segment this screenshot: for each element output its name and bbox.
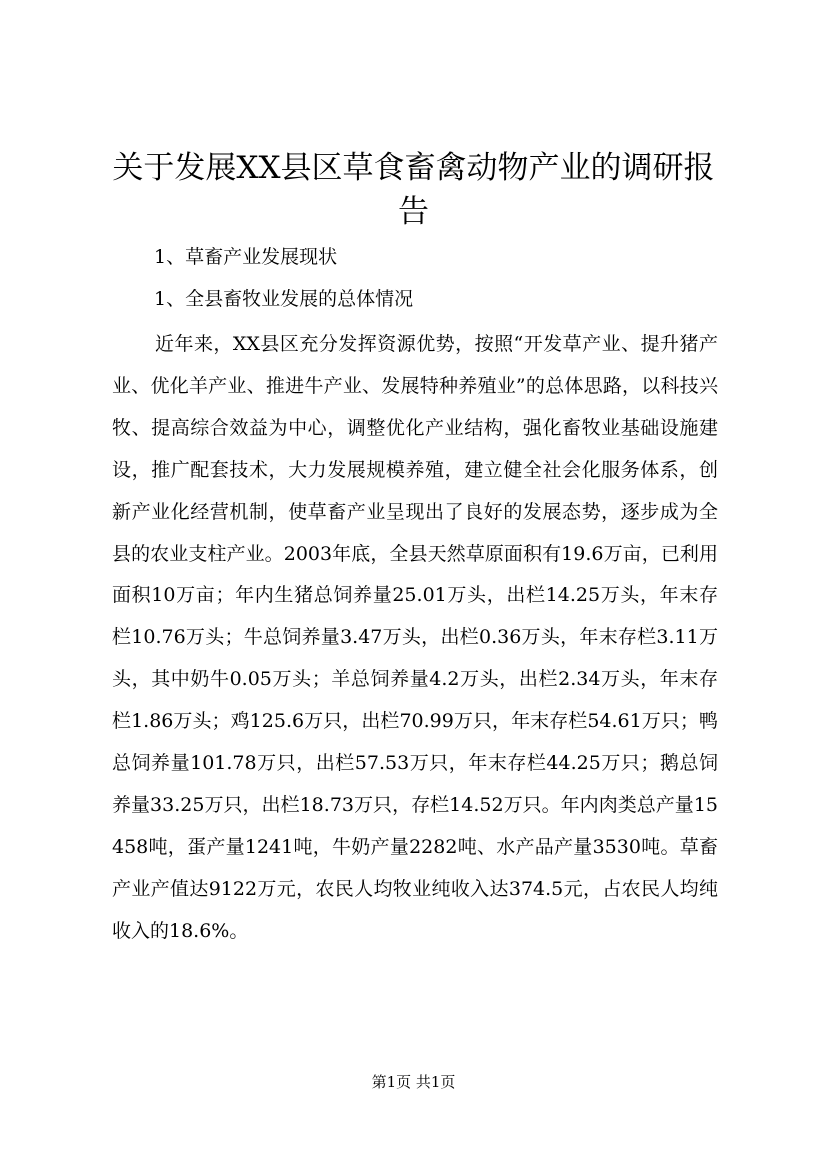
body-paragraph: 近年来，XX县区充分发挥资源优势，按照“开发草产业、提升猪产业、优化羊产业、推进牛产业、发展特种养殖业”的总体思路，以科技兴牧、提高综合效益为中心，调整优化产业结构，强化畜牧业基础设施建设，推广配套技术，大力发展规模养殖，建立健全社会化服务体系，创新产业化经营机制，使草畜产业呈现出了良好的发展态势，逐步成为全县的农业支柱产业。2003年底，全县天然草原面积有19.6万亩，已利用面积10万亩；年内生猪总饲养量25.01万头，出栏14.25万头，年末存栏10.76万头；牛总饲养量3.47万头，出栏0.36万头，年末存栏3.11万头，其中奶牛0.05万头；羊总饲养量4.2万头，出栏2.34万头，年末存栏1.86万头；鸡125.6万只，出栏70.99万只，年末存栏54.61万只；鸭总饲养量101.78万只，出栏57.53万只，年末存栏44.25万只；鹅总饲养量33.25万只，出栏18.73万只，存栏14.52万只。年内肉类总产量15458吨，蛋产量1241吨，牛奶产量2282吨、水产品产量3530吨。草畜产业产值达9122万元，农民人均牧业纯收入达374.5元，占农民人均纯收入的18.6%。 — [112, 333, 718, 942]
document-title: 关于发展XX县区草食畜禽动物产业的调研报告 — [112, 150, 715, 230]
page-indicator: 第1页 共1页 — [371, 1073, 456, 1091]
section-heading: 1、草畜产业发展现状 — [154, 246, 338, 268]
subsection-heading: 1、全县畜牧业发展的总体情况 — [154, 288, 414, 310]
